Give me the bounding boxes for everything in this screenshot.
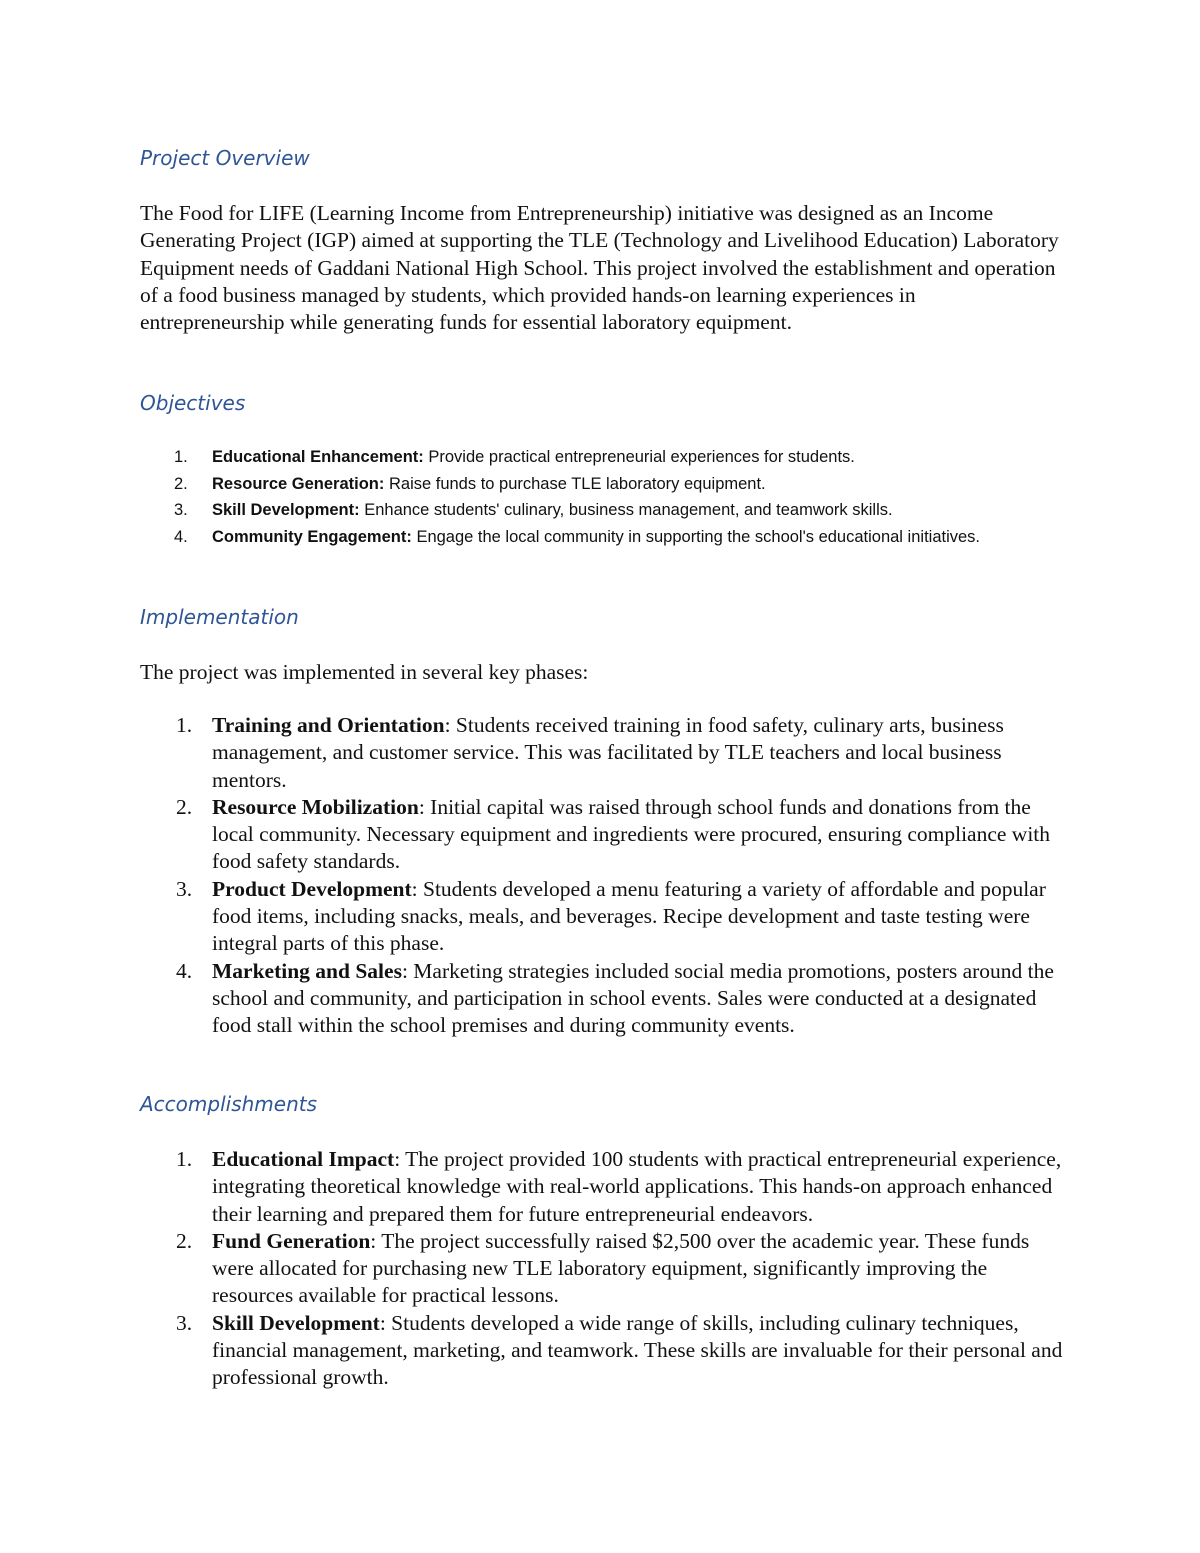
- list-number: 4.: [176, 958, 193, 983]
- list-number: 1.: [176, 1147, 193, 1171]
- phase-title: Training and Orientation: [212, 713, 445, 737]
- objective-text: Provide practical entrepreneurial experiences for students.: [423, 448, 855, 466]
- list-number: 2.: [176, 794, 193, 819]
- objective-item: [140, 524, 980, 551]
- project-overview-heading: Project Overview: [140, 146, 310, 170]
- objective-title: Educational Enhancement:: [212, 448, 424, 466]
- objective-title: Skill Development:: [212, 501, 360, 519]
- objective-text: Enhance students' culinary, business management, and teamwork skills.: [359, 501, 893, 519]
- accomplishment-title: Fund Generation: [212, 1228, 371, 1253]
- phase-text: : Students received training in food safety, culinary arts, business management, and customer service. This was facilitated by TLE teachers and local business mentors.: [212, 713, 1004, 792]
- objective-text: Engage the local community in supporting the school's educational initiatives.: [411, 527, 981, 546]
- list-number: 2.: [176, 1228, 193, 1253]
- objective-item: [140, 444, 980, 471]
- list-number: 2.: [174, 474, 188, 493]
- accomplishment-title: Skill Development: [212, 1310, 380, 1335]
- objective-title: Community Engagement:: [212, 527, 412, 546]
- phase-title: Product Development: [212, 876, 412, 901]
- accomplishment-text: : The project provided 100 students with practical entrepreneurial experience, integrating theoretical knowledge with real-world applications. This hands-on approach enhanced their learning and prepared them for future entrepreneurial endeavors.: [212, 1147, 1062, 1226]
- accomplishments-heading: Accomplishments: [140, 1092, 318, 1116]
- accomplishment-text: : Students developed a wide range of skills, including culinary techniques, financial management, marketing, and teamwork. These skills are invaluable for their personal and professional growth.: [212, 1310, 1063, 1390]
- objective-item: [140, 497, 980, 524]
- accomplishment-item: [140, 1146, 1065, 1228]
- objective-item: [140, 471, 980, 498]
- accomplishment-title: Educational Impact: [212, 1147, 395, 1171]
- phase-text: : Initial capital was raised through school funds and donations from the local community. Necessary equipment and ingredients were procured, ensuring compliance with food safety standards.: [212, 794, 1051, 874]
- list-number: 1.: [174, 448, 188, 466]
- implementation-heading: Implementation: [140, 605, 299, 629]
- implementation-item: [140, 876, 1065, 958]
- objective-text: Raise funds to purchase TLE laboratory equipment.: [384, 474, 766, 493]
- accomplishment-item: [140, 1310, 1065, 1392]
- list-number: 4.: [174, 527, 188, 546]
- accomplishment-text: : The project successfully raised $2,500 over the academic year. These funds were allocated for purchasing new TLE laboratory equipment, significantly improving the resources available for practical lessons.: [212, 1228, 1030, 1308]
- implementation-item: [140, 712, 1065, 794]
- list-number: 3.: [174, 501, 188, 519]
- phase-title: Resource Mobilization: [212, 794, 419, 819]
- objectives-list: [140, 444, 980, 550]
- implementation-list: [140, 712, 1065, 1040]
- phase-title: Marketing and Sales: [212, 958, 402, 983]
- implementation-item: [140, 794, 1065, 876]
- implementation-item: [140, 958, 1065, 1040]
- objective-title: Resource Generation:: [212, 474, 385, 493]
- list-number: 1.: [176, 713, 193, 737]
- accomplishments-list: [140, 1146, 1065, 1392]
- list-number: 3.: [176, 1310, 193, 1335]
- accomplishment-item: [140, 1228, 1065, 1310]
- implementation-intro: The project was implemented in several key phases:: [140, 660, 589, 684]
- objectives-heading: Objectives: [140, 391, 246, 415]
- phase-text: : Marketing strategies included social media promotions, posters around the school and community, and participation in school events. Sales were conducted at a designated food stall within the school premises and during community events.: [212, 958, 1054, 1038]
- project-overview-paragraph: The Food for LIFE (Learning Income from Entrepreneurship) initiative was designed as an Income Generating Project (IGP) aimed at supporting the TLE (Technology and Livelihood Education) Laboratory Equipment needs of Gaddani National High School. This project involved the establishment and operation of a food business managed by students, which provided hands-on learning experiences in entrepreneurship while generating funds for essential laboratory equipment.: [140, 201, 1059, 335]
- phase-text: : Students developed a menu featuring a variety of affordable and popular food items, including snacks, meals, and beverages. Recipe development and taste testing were integral parts of this phase.: [212, 876, 1046, 956]
- list-number: 3.: [176, 876, 193, 901]
